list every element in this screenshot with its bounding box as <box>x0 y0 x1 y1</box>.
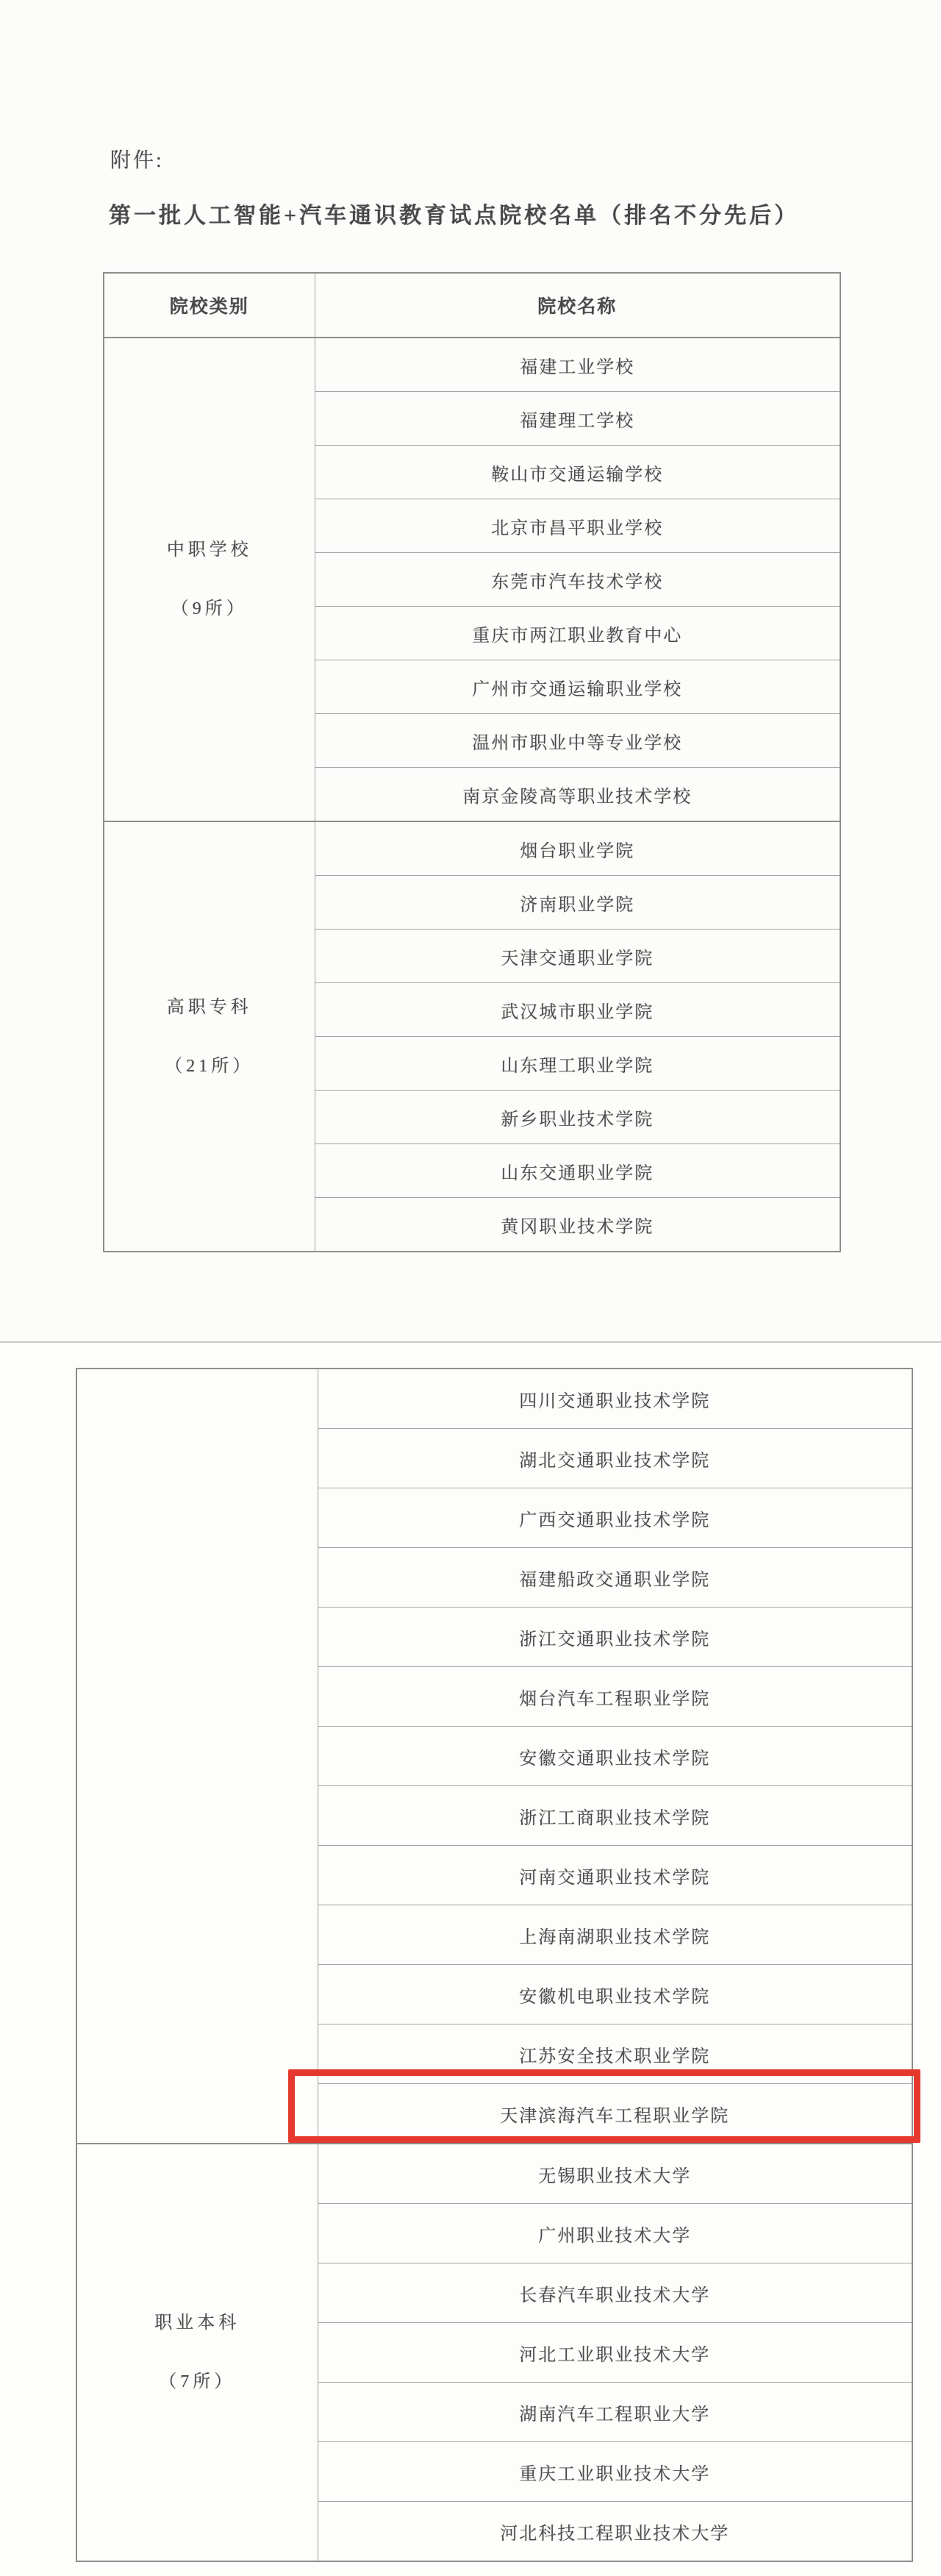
school-table-page-1 <box>103 272 841 1252</box>
category-cell <box>104 338 315 821</box>
header-category: 院校类别 <box>104 273 315 338</box>
school-name-cell: 安徽交通职业技术学院 <box>318 1727 912 1786</box>
school-name-cell: 四川交通职业技术学院 <box>318 1369 912 1429</box>
school-name-cell: 南京金陵高等职业技术学校 <box>315 768 840 822</box>
category-count: （21所） <box>165 1056 254 1076</box>
school-name-cell: 天津交通职业学院 <box>315 930 840 983</box>
category-label: 中职学校 <box>166 540 252 560</box>
table-row <box>76 1369 912 1429</box>
school-name-cell: 福建理工学校 <box>315 392 840 446</box>
school-name-cell: 烟台汽车工程职业学院 <box>318 1667 912 1727</box>
school-name-cell: 新乡职业技术学院 <box>315 1091 840 1144</box>
school-name-cell: 福建工业学校 <box>315 338 840 392</box>
school-name-cell: 广西交通职业技术学院 <box>318 1488 912 1548</box>
category-count: （9所） <box>171 599 248 618</box>
page-title: 第一批人工智能+汽车通识教育试点院校名单（排名不分先后） <box>109 204 800 228</box>
school-name-cell: 山东交通职业学院 <box>315 1144 840 1198</box>
school-name-cell: 江苏安全技术职业学院 <box>318 2024 912 2084</box>
header-school-name: 院校名称 <box>315 273 840 338</box>
school-name-cell: 河北科技工程职业技术大学 <box>318 2502 912 2562</box>
school-name-cell: 济南职业学院 <box>315 876 840 930</box>
category-count: （7所） <box>159 2372 236 2391</box>
category-cell <box>76 2144 318 2561</box>
school-name-cell: 河南交通职业技术学院 <box>318 1846 912 1905</box>
school-name-cell: 安徽机电职业技术学院 <box>318 1965 912 2024</box>
school-name-cell: 湖南汽车工程职业大学 <box>318 2383 912 2442</box>
school-name-cell: 东莞市汽车技术学校 <box>315 553 840 607</box>
school-name-cell: 烟台职业学院 <box>315 821 840 876</box>
category-label: 职业本科 <box>154 2313 240 2333</box>
school-name-cell: 山东理工职业学院 <box>315 1037 840 1091</box>
category-cell <box>104 821 315 1252</box>
attachment-label: 附件: <box>110 149 164 172</box>
page-divider <box>0 1341 941 1343</box>
highlighted-school-name-cell: 天津滨海汽车工程职业学院 <box>318 2084 912 2144</box>
school-name-cell: 长春汽车职业技术大学 <box>318 2263 912 2323</box>
school-name-cell: 无锡职业技术大学 <box>318 2144 912 2204</box>
school-name-cell: 广州市交通运输职业学校 <box>315 660 840 714</box>
table-row <box>104 821 840 876</box>
school-name-cell: 上海南湖职业技术学院 <box>318 1905 912 1965</box>
school-name-cell: 浙江交通职业技术学院 <box>318 1608 912 1667</box>
school-name-cell: 重庆市两江职业教育中心 <box>315 607 840 660</box>
school-name-cell: 温州市职业中等专业学校 <box>315 714 840 768</box>
school-name-cell: 浙江工商职业技术学院 <box>318 1786 912 1846</box>
category-cell <box>76 1369 318 2144</box>
table-row <box>104 338 840 392</box>
highlight-box <box>288 2069 920 2143</box>
school-name-cell: 河北工业职业技术大学 <box>318 2323 912 2383</box>
school-name-cell: 黄冈职业技术学院 <box>315 1198 840 1252</box>
school-name-cell: 北京市昌平职业学校 <box>315 499 840 553</box>
school-name-cell: 湖北交通职业技术学院 <box>318 1429 912 1488</box>
school-table-page-2 <box>76 1368 913 2562</box>
category-label: 高职专科 <box>166 997 252 1017</box>
table-header-row <box>104 273 840 338</box>
school-name-cell: 武汉城市职业学院 <box>315 983 840 1037</box>
school-name-cell: 鞍山市交通运输学校 <box>315 446 840 499</box>
school-name-cell: 重庆工业职业技术大学 <box>318 2442 912 2502</box>
school-name-cell: 广州职业技术大学 <box>318 2204 912 2263</box>
table-row <box>76 2144 912 2204</box>
school-name-cell: 福建船政交通职业学院 <box>318 1548 912 1608</box>
